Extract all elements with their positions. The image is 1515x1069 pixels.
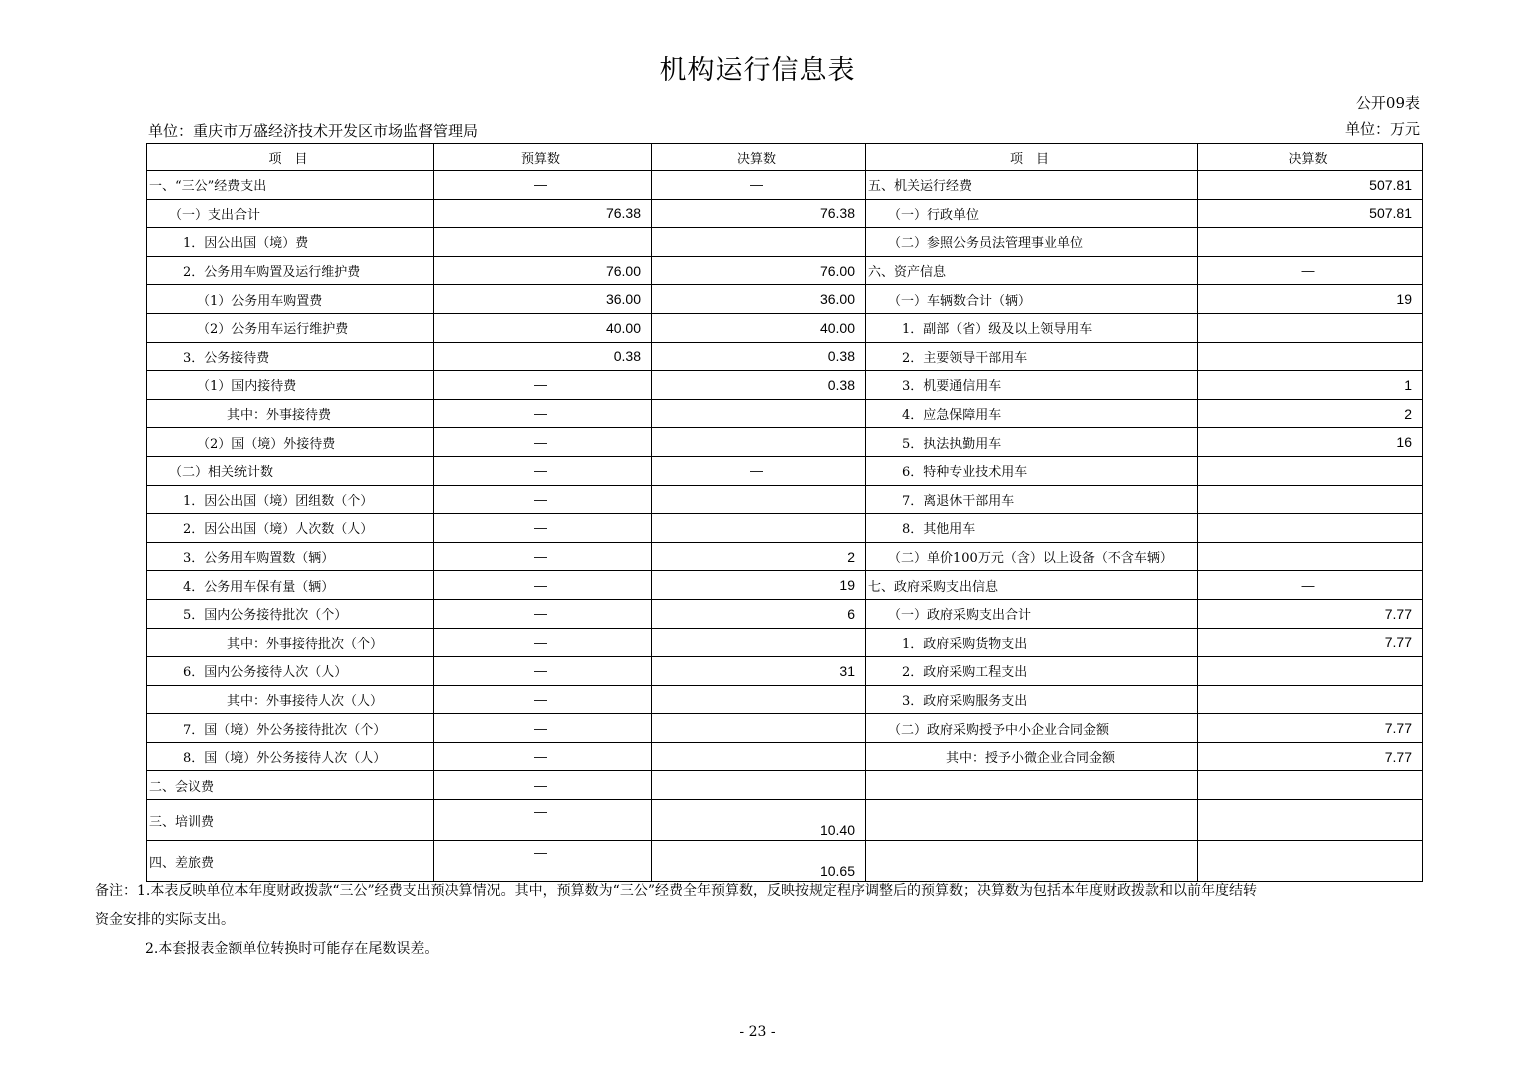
row-final-left: 40.00	[652, 313, 866, 342]
row-final-left	[652, 228, 866, 257]
row-final-left	[652, 771, 866, 800]
row-item-right: （二）政府采购授予中小企业合同金额	[866, 714, 1198, 743]
row-final-right	[1198, 771, 1423, 800]
row-item-right: 7．离退休干部用车	[866, 485, 1198, 514]
table-row	[147, 199, 1423, 228]
row-final-right	[1198, 800, 1423, 841]
row-budget: —	[434, 685, 652, 714]
row-final-left: 0.38	[652, 342, 866, 371]
row-final-left: 10.65	[652, 841, 866, 882]
row-budget: —	[434, 599, 652, 628]
row-budget: —	[434, 714, 652, 743]
row-final-left	[652, 714, 866, 743]
row-budget: —	[434, 428, 652, 457]
row-item-left: 1．因公出国（境）费	[147, 228, 434, 257]
table-row	[147, 599, 1423, 628]
row-budget: —	[434, 171, 652, 200]
row-final-left	[652, 514, 866, 543]
row-item-left: 1．因公出国（境）团组数（个）	[147, 485, 434, 514]
table-row	[147, 800, 1423, 841]
row-budget: 40.00	[434, 313, 652, 342]
row-item-left: 四、差旅费	[147, 841, 434, 882]
row-item-left: 其中：外事接待费	[147, 399, 434, 428]
row-final-right	[1198, 657, 1423, 686]
header-final-right: 决算数	[1198, 144, 1423, 171]
row-item-left: 一、“三公”经费支出	[147, 171, 434, 200]
row-final-right: 19	[1198, 285, 1423, 314]
row-final-left: 0.38	[652, 371, 866, 400]
table-row	[147, 742, 1423, 771]
table-row	[147, 456, 1423, 485]
table-row	[147, 371, 1423, 400]
row-item-left: 二、会议费	[147, 771, 434, 800]
table-row	[147, 514, 1423, 543]
row-item-right: 1．政府采购货物支出	[866, 628, 1198, 657]
row-budget: —	[434, 371, 652, 400]
row-item-left: （1）公务用车购置费	[147, 285, 434, 314]
row-budget: —	[434, 571, 652, 600]
table-row	[147, 171, 1423, 200]
row-final-right: 7.77	[1198, 742, 1423, 771]
table-row	[147, 342, 1423, 371]
row-final-left: —	[652, 171, 866, 200]
row-final-right: —	[1198, 256, 1423, 285]
row-item-right: 七、政府采购支出信息	[866, 571, 1198, 600]
row-item-right	[866, 841, 1198, 882]
row-final-right: 7.77	[1198, 714, 1423, 743]
row-budget: —	[434, 485, 652, 514]
row-item-left: 三、培训费	[147, 800, 434, 841]
row-final-left: 76.38	[652, 199, 866, 228]
row-budget: —	[434, 399, 652, 428]
row-budget: —	[434, 771, 652, 800]
row-item-left: （2）国（境）外接待费	[147, 428, 434, 457]
row-final-right: 1	[1198, 371, 1423, 400]
row-item-left: 8．国（境）外公务接待人次（人）	[147, 742, 434, 771]
row-item-left: 2．公务用车购置及运行维护费	[147, 256, 434, 285]
form-number: 公开09表	[1355, 94, 1420, 112]
row-final-left: 6	[652, 599, 866, 628]
row-final-right: 7.77	[1198, 628, 1423, 657]
page-title: 机构运行信息表	[659, 55, 856, 86]
row-budget: —	[434, 514, 652, 543]
row-final-left: —	[652, 456, 866, 485]
page-number: - 23 -	[739, 1024, 776, 1040]
row-item-right: 5．执法执勤用车	[866, 428, 1198, 457]
row-item-right: （一）行政单位	[866, 199, 1198, 228]
note-line-3: 2.本套报表金额单位转换时可能存在尾数误差。	[145, 941, 439, 957]
header-final-left: 决算数	[652, 144, 866, 171]
row-item-right: 六、资产信息	[866, 256, 1198, 285]
row-final-right	[1198, 685, 1423, 714]
table-row	[147, 771, 1423, 800]
row-item-right	[866, 800, 1198, 841]
table-row	[147, 657, 1423, 686]
row-final-left: 19	[652, 571, 866, 600]
row-item-right: 3．政府采购服务支出	[866, 685, 1198, 714]
row-item-left: （2）公务用车运行维护费	[147, 313, 434, 342]
row-budget: —	[434, 841, 652, 882]
row-item-right: （一）政府采购支出合计	[866, 599, 1198, 628]
row-item-right: 2．主要领导干部用车	[866, 342, 1198, 371]
row-final-right: —	[1198, 571, 1423, 600]
row-item-right: 1．副部（省）级及以上领导用车	[866, 313, 1198, 342]
row-item-left: 其中：外事接待人次（人）	[147, 685, 434, 714]
row-item-right: （一）车辆数合计（辆）	[866, 285, 1198, 314]
table-row	[147, 485, 1423, 514]
row-item-left: 3．公务用车购置数（辆）	[147, 542, 434, 571]
row-item-left: 2．因公出国（境）人次数（人）	[147, 514, 434, 543]
header-item-right: 项 目	[866, 144, 1198, 171]
row-item-left: 其中：外事接待批次（个）	[147, 628, 434, 657]
table-row	[147, 841, 1423, 882]
row-final-right	[1198, 514, 1423, 543]
row-final-left	[652, 628, 866, 657]
row-item-right: 8．其他用车	[866, 514, 1198, 543]
unit-currency: 单位：万元	[1344, 120, 1420, 138]
row-budget: —	[434, 800, 652, 841]
row-final-left: 36.00	[652, 285, 866, 314]
row-item-right: 3．机要通信用车	[866, 371, 1198, 400]
row-final-right	[1198, 228, 1423, 257]
row-budget: —	[434, 657, 652, 686]
info-table	[146, 143, 1423, 882]
note-line-1: 备注：1.本表反映单位本年度财政拨款“三公”经费支出预决算情况。其中，预算数为“三公”经费全年预算数，反映按规定程序调整后的预算数；决算数为包括本年度财政拨款和以前年度结转	[95, 883, 1257, 899]
row-item-left: 6．国内公务接待人次（人）	[147, 657, 434, 686]
header-budget: 预算数	[434, 144, 652, 171]
row-budget	[434, 228, 652, 257]
row-item-left: 7．国（境）外公务接待批次（个）	[147, 714, 434, 743]
row-final-right: 16	[1198, 428, 1423, 457]
row-final-right	[1198, 313, 1423, 342]
row-budget: 0.38	[434, 342, 652, 371]
table-row	[147, 714, 1423, 743]
row-budget: 76.00	[434, 256, 652, 285]
row-final-right	[1198, 485, 1423, 514]
row-final-right: 7.77	[1198, 599, 1423, 628]
row-final-left	[652, 485, 866, 514]
row-budget: —	[434, 542, 652, 571]
row-item-right: （二）参照公务员法管理事业单位	[866, 228, 1198, 257]
table-row	[147, 313, 1423, 342]
row-item-left: 5．国内公务接待批次（个）	[147, 599, 434, 628]
row-final-left	[652, 399, 866, 428]
row-item-left: 3．公务接待费	[147, 342, 434, 371]
row-final-left: 2	[652, 542, 866, 571]
row-final-left: 31	[652, 657, 866, 686]
table-row	[147, 285, 1423, 314]
row-item-right: 4．应急保障用车	[866, 399, 1198, 428]
table-row	[147, 628, 1423, 657]
table-row	[147, 399, 1423, 428]
row-final-right: 507.81	[1198, 199, 1423, 228]
table-header-row	[147, 144, 1423, 171]
row-item-right: 五、机关运行经费	[866, 171, 1198, 200]
row-final-right: 2	[1198, 399, 1423, 428]
table-row	[147, 228, 1423, 257]
row-final-left	[652, 685, 866, 714]
table-row	[147, 685, 1423, 714]
table-row	[147, 428, 1423, 457]
table-row	[147, 571, 1423, 600]
row-item-right: 2．政府采购工程支出	[866, 657, 1198, 686]
row-final-left: 76.00	[652, 256, 866, 285]
row-final-right	[1198, 342, 1423, 371]
note-line-2: 资金安排的实际支出。	[95, 912, 235, 928]
row-item-right: 其中：授予小微企业合同金额	[866, 742, 1198, 771]
row-final-left	[652, 428, 866, 457]
row-final-right	[1198, 542, 1423, 571]
row-item-left: （二）相关统计数	[147, 456, 434, 485]
row-item-left: 4．公务用车保有量（辆）	[147, 571, 434, 600]
row-final-right	[1198, 841, 1423, 882]
row-item-left: （一）支出合计	[147, 199, 434, 228]
row-final-left: 10.40	[652, 800, 866, 841]
table-row	[147, 256, 1423, 285]
row-item-right: （二）单价100万元（含）以上设备（不含车辆）	[866, 542, 1198, 571]
row-budget: 76.38	[434, 199, 652, 228]
header-item-left: 项 目	[147, 144, 434, 171]
table-row	[147, 542, 1423, 571]
row-item-left: （1）国内接待费	[147, 371, 434, 400]
row-budget: 36.00	[434, 285, 652, 314]
notes	[95, 877, 1485, 964]
unit-organization: 单位：重庆市万盛经济技术开发区市场监督管理局	[148, 122, 479, 140]
row-final-right	[1198, 456, 1423, 485]
row-budget: —	[434, 456, 652, 485]
row-budget: —	[434, 628, 652, 657]
row-item-right: 6．特种专业技术用车	[866, 456, 1198, 485]
row-item-right	[866, 771, 1198, 800]
row-final-right: 507.81	[1198, 171, 1423, 200]
row-final-left	[652, 742, 866, 771]
row-budget: —	[434, 742, 652, 771]
